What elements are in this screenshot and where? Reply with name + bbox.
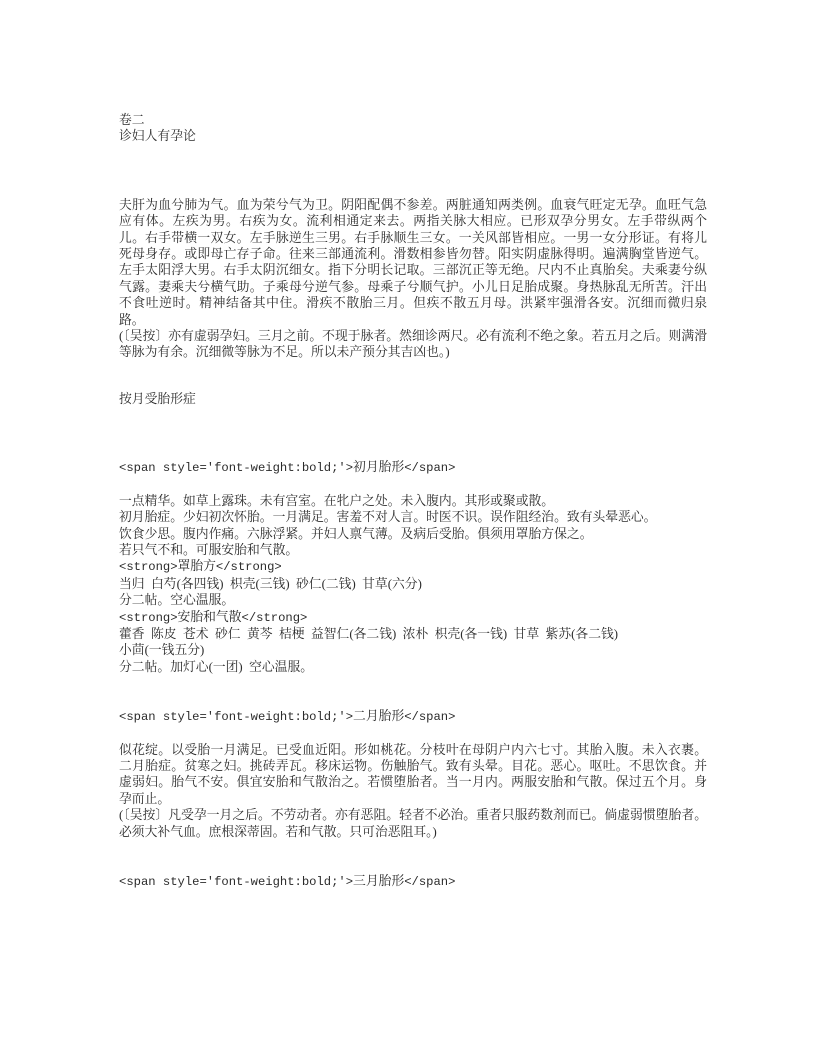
formula2-ingredients-line-1: 藿香 陈皮 苍术 砂仁 黄芩 桔梗 益智仁(各二钱) 浓朴 枳壳(各一钱) 甘草 紫苏(各二钱) bbox=[119, 626, 619, 641]
month2-raw-open-tag: <span style='font-weight:bold;'> bbox=[119, 710, 354, 725]
wu-annotation-2: (〔吴按〕凡受孕一月之后。不劳动者。亦有恶阻。轻者不必治。重者只服药数剂而已。倘虚弱惯堕胎者。必须大补气血。庶根深蒂固。若和气散。只可治恶阻耳。) bbox=[119, 808, 707, 839]
month1-raw-markup-line bbox=[119, 459, 707, 476]
month2-raw-close-tag: </span> bbox=[404, 710, 456, 725]
formula1-raw-close-tag: </strong> bbox=[215, 560, 282, 575]
formula2-raw-open-tag: <strong> bbox=[119, 610, 178, 625]
formula2-ingredients-line-2: 小茴(一钱五分) bbox=[119, 643, 205, 658]
spacer-after-title bbox=[119, 145, 707, 197]
section-title-monthly-gestation: 按月受胎形症 bbox=[119, 391, 196, 406]
spacer-after-month1-tag bbox=[119, 477, 707, 493]
spacer-before-month1 bbox=[119, 407, 707, 459]
month2-description: 似花绽。以受胎一月满足。已受血近阳。形如桃花。分枝叶在母阴户内六七寸。其胎入腹。未入衣裹。二月胎症。贫寒之妇。挑砖弄瓦。移床运物。伤触胎气。致有头晕。目花。恶心。呕吐。不思饮食。并虚弱妇。胎气不安。俱宜安胎和气散治之。若惯堕胎者。当一月内。两服安胎和气散。保过五个月。身孕而止。 bbox=[119, 742, 707, 806]
month1-raw-close-tag: </span> bbox=[404, 461, 456, 476]
month1-description: 一点精华。如草上露珠。未有宫室。在牝户之处。未入腹内。其形或聚或散。 bbox=[119, 493, 555, 508]
formula1-ingredients: 当归 白芍(各四钱) 枳壳(三钱) 砂仁(二钱) 甘草(六分) bbox=[119, 576, 422, 591]
formula2-label: 安胎和气散 bbox=[177, 609, 242, 624]
month3-raw-open-tag: <span style='font-weight:bold;'> bbox=[119, 875, 354, 889]
month1-raw-open-tag: <span style='font-weight:bold;'> bbox=[119, 461, 354, 476]
formula1-raw-markup-line bbox=[119, 558, 707, 575]
month3-raw-close-tag: </span> bbox=[404, 875, 456, 889]
spacer-before-section-title bbox=[119, 361, 707, 391]
spacer-after-month2-tag bbox=[119, 726, 707, 742]
formula1-raw-open-tag: <strong> bbox=[119, 560, 178, 575]
formula2-raw-markup-line bbox=[119, 609, 707, 626]
chapter-title: 诊妇人有孕论 bbox=[119, 129, 196, 144]
volume-title: 卷二 bbox=[119, 113, 145, 127]
formula1-label: 罩胎方 bbox=[177, 559, 216, 574]
pulse-theory-paragraph: 夫肝为血兮肺为气。血为荣兮气为卫。阴阳配偶不参差。两脏通知两类例。血衰气旺定无孕。血旺气急应有体。左疾为男。右疾为女。流利相通定来去。两指关脉大相应。已形双孕分男女。左手带纵两个儿。右手带横一双女。左手脉逆生三男。右手脉顺生三女。一关风部皆相应。一男一女分形证。有将儿死母身存。或即母亡存子命。往来三部通流利。滑数相参皆勿替。阳实阴虚脉得明。遍满胸堂皆逆气。左手太阳浮大男。右手太阴沉细女。指下分明长记取。三部沉正等无绝。尺内不止真胎矣。夫乘妻兮纵气露。妻乘夫兮横气助。子乘母兮逆气参。母乘子兮顺气护。小儿日足胎成聚。身热脉乱无所苦。汗出不食吐逆时。精神结备其中住。滑疾不散胎三月。但疾不散五月母。洪紧牢强滑各安。沉细而微归泉路。 bbox=[119, 197, 707, 327]
month2-raw-markup-line bbox=[119, 708, 707, 725]
month1-label: 初月胎形 bbox=[353, 460, 405, 475]
month1-symptom-line-2: 饮食少思。腹内作痛。六脉浮紧。并妇人禀气薄。及病后受胎。俱须用罩胎方保之。 bbox=[119, 526, 593, 541]
month3-label: 三月胎形 bbox=[353, 874, 405, 888]
month2-label: 二月胎形 bbox=[353, 709, 405, 724]
month3-raw-markup-line bbox=[119, 873, 707, 890]
document-page bbox=[119, 112, 707, 890]
month1-symptom-line-3: 若只气不和。可服安胎和气散。 bbox=[119, 542, 299, 557]
formula1-directions: 分二帖。空心温服。 bbox=[119, 593, 235, 608]
wu-annotation-1: (〔吴按〕亦有虚弱孕妇。三月之前。不现于脉者。然细诊两尺。必有流利不绝之象。若五月之后。则满滑等脉为有余。沉细微等脉为不足。所以未产预分其吉凶也。) bbox=[119, 329, 707, 360]
spacer-before-month2 bbox=[119, 675, 707, 708]
formula2-raw-close-tag: </strong> bbox=[241, 610, 308, 625]
spacer-before-month3 bbox=[119, 840, 707, 873]
formula2-directions: 分二帖。加灯心(一团) 空心温服。 bbox=[119, 659, 314, 674]
month1-symptom-line-1: 初月胎症。少妇初次怀胎。一月满足。害羞不对人言。时医不识。误作阻经治。致有头晕恶心。 bbox=[119, 510, 657, 525]
